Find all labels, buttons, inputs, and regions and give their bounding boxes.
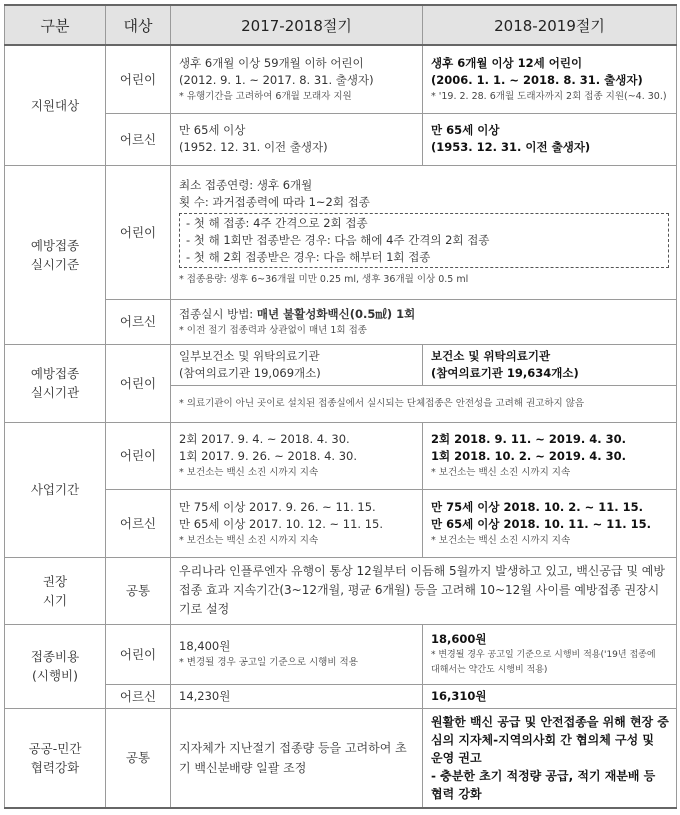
table-row [5,113,677,165]
category-line: 예방접종 [30,237,80,253]
schedule-line: - 첫 해 2회 접종받은 경우: 다음 해부터 1회 접종 [186,250,431,264]
institution-2017 [171,344,423,385]
header-period-2018-2019: 2018-2019절기 [423,5,677,45]
category-line: (시행비) [32,668,78,683]
table-row [5,557,677,624]
target-senior: 어르신 [106,684,171,708]
cost-senior-2018: 16,310원 [423,684,677,708]
footnote: * 이전 절기 접종력과 상관없이 매년 1회 접종 [179,324,367,336]
text-prefix: 접종실시 방법: [179,306,257,321]
text-line: 횟 수: 과거접종력에 따라 1~2회 접종 [179,195,370,209]
table-row [5,684,677,708]
text-paragraph: 지자체가 지난절기 접종량 등을 고려하여 초기 백신분배량 일괄 조정 [179,740,407,775]
text-paragraph: 원활한 백신 공급 및 안전접종을 위해 현장 중심의 지자체-지역의사회 간 협의체 구성 및 운영 권고 [431,714,669,765]
text-line: (참여의료기관 19,069개소) [179,365,321,380]
text-line: 만 65세 이상 [431,123,500,137]
target-child: 어린이 [106,422,171,489]
target-child: 어린이 [106,45,171,113]
header-target: 대상 [106,5,171,45]
text-line: 생후 6개월 이상 59개월 이하 어린이 [179,55,364,70]
cost-child-2017 [171,624,423,684]
category-period: 사업기간 [5,422,106,557]
period-senior-2018 [423,489,677,557]
cooperation-2017 [171,708,423,808]
table-row [5,489,677,557]
eligibility-senior-2018 [423,113,677,165]
text-line: 보건소 및 위탁의료기관 [431,348,551,363]
text-line: 만 75세 이상 2017. 9. 26. ~ 11. 15. [179,499,376,514]
text-line: 2회 2018. 9. 11. ~ 2019. 4. 30. [431,432,627,446]
table-row [5,165,677,299]
text-line: 만 65세 이상 2017. 10. 12. ~ 11. 15. [179,516,384,531]
footnote: * '19. 2. 28. 6개월 도래자까지 2회 접종 지원(~4. 30.) [431,90,667,102]
text-bold: 매년 불활성화백신(0.5㎖) 1회 [256,306,416,321]
footnote: 대해서는 약간도 시행비 적용) [431,664,548,675]
table-row [5,624,677,684]
category-line: 공공-민간 [28,740,82,756]
footnote: * 변경될 경우 공고일 기준으로 시행비 적용('19년 접종에 [431,649,656,660]
target-child: 어린이 [106,165,171,299]
cost-child-2018 [423,624,677,684]
footnote: * 변경될 경우 공고일 기준으로 시행비 적용 [179,657,358,668]
category-recommended [5,557,106,624]
footnote: * 접종용량: 생후 6~36개월 미만 0.25 ml, 생후 36개월 이상 0.5 ml [179,274,469,285]
text-line: 만 75세 이상 2018. 10. 2. ~ 11. 15. [431,499,643,514]
standard-child [171,165,677,299]
text-line: 일부보건소 및 위탁의료기관 [179,348,320,363]
footnote: * 보건소는 백신 소진 시까지 지속 [179,534,319,546]
schedule-line: - 첫 해 1회만 접종받은 경우: 다음 해에 4주 간격의 2회 접종 [186,233,490,247]
category-line: 실시기준 [30,256,80,272]
table-row [5,422,677,489]
category-line: 협력강화 [30,759,80,775]
header-category: 구분 [5,5,106,45]
category-line: 시기 [42,592,68,608]
cost-senior-2017: 14,230원 [171,684,423,708]
table-row [5,344,677,385]
vaccination-comparison-table [4,4,677,809]
eligibility-child-2017 [171,45,423,113]
header-period-2017-2018: 2017-2018절기 [171,5,423,45]
footnote: * 보건소는 백신 소진 시까지 지속 [431,534,571,546]
target-senior: 어르신 [106,113,171,165]
schedule-line: - 첫 해 접종: 4주 간격으로 2회 접종 [186,216,368,230]
text-line: (1953. 12. 31. 이전 출생자) [431,140,591,154]
footnote: * 의료기관이 아닌 곳이로 설치된 접종실에서 실시되는 단체접종은 안전성을 고려해 권고하지 않음 [179,398,585,409]
dose-schedule-box [179,213,669,268]
period-child-2018 [423,422,677,489]
text-line: 18,400원 [179,639,231,653]
category-standard [5,165,106,344]
text-line: (2012. 9. 1. ~ 2017. 8. 31. 출생자) [179,72,374,87]
text-line: (2006. 1. 1. ~ 2018. 8. 31. 출생자) [431,72,643,87]
text-line: (1952. 12. 31. 이전 출생자) [179,140,328,154]
header-row [5,5,677,45]
category-cost [5,624,106,708]
text-line: 만 65세 이상 2018. 10. 11. ~ 11. 15. [431,516,651,531]
table-row [5,45,677,113]
text-paragraph: - 충분한 초기 적정량 공급, 적기 재분배 등 협력 강화 [431,768,656,801]
target-common: 공통 [106,708,171,808]
text-line: 최소 접종연령: 생후 6개월 [179,178,313,192]
category-line: 접종비용 [30,649,80,664]
table-row [5,708,677,808]
text-line: 2회 2017. 9. 4. ~ 2018. 4. 30. [179,432,350,446]
target-child: 어린이 [106,344,171,422]
target-common: 공통 [106,557,171,624]
institution-note [171,385,677,422]
cooperation-2018 [423,708,677,808]
category-line: 실시기관 [30,385,80,400]
text-line: (참여의료기관 19,634개소) [431,365,579,380]
text-line: 만 65세 이상 [179,123,246,137]
text-line: 1회 2017. 9. 26. ~ 2018. 4. 30. [179,449,358,463]
text-line: 1회 2018. 10. 2. ~ 2019. 4. 30. [431,449,627,463]
eligibility-senior-2017 [171,113,423,165]
table-row [5,299,677,344]
target-child: 어린이 [106,624,171,684]
text-line: 생후 6개월 이상 12세 어린이 [431,55,583,70]
institution-2018 [423,344,677,385]
footnote: * 유행기간을 고려하여 6개월 모래자 지원 [179,90,352,102]
recommended-period-text [171,557,677,624]
target-senior: 어르신 [106,489,171,557]
category-line: 권장 [42,573,68,589]
eligibility-child-2018 [423,45,677,113]
footnote: * 보건소는 백신 소진 시까지 지속 [179,467,319,478]
category-line: 예방접종 [30,366,80,381]
category-eligibility: 지원대상 [5,45,106,165]
target-senior: 어르신 [106,299,171,344]
text-paragraph: 우리나라 인플루엔자 유행이 통상 12월부터 이듬해 5월까지 발생하고 있고, 백신공급 및 예방접종 효과 지속기간(3~12개월, 평균 6개월) 등을 고려해 10~12월 사이를 예방접종 권장시기로 설정 [179,564,665,616]
category-institution [5,344,106,422]
category-cooperation [5,708,106,808]
footnote: * 보건소는 백신 소진 시까지 지속 [431,467,571,478]
period-senior-2017 [171,489,423,557]
period-child-2017 [171,422,423,489]
text-line: 18,600원 [431,631,487,646]
standard-senior [171,299,677,344]
